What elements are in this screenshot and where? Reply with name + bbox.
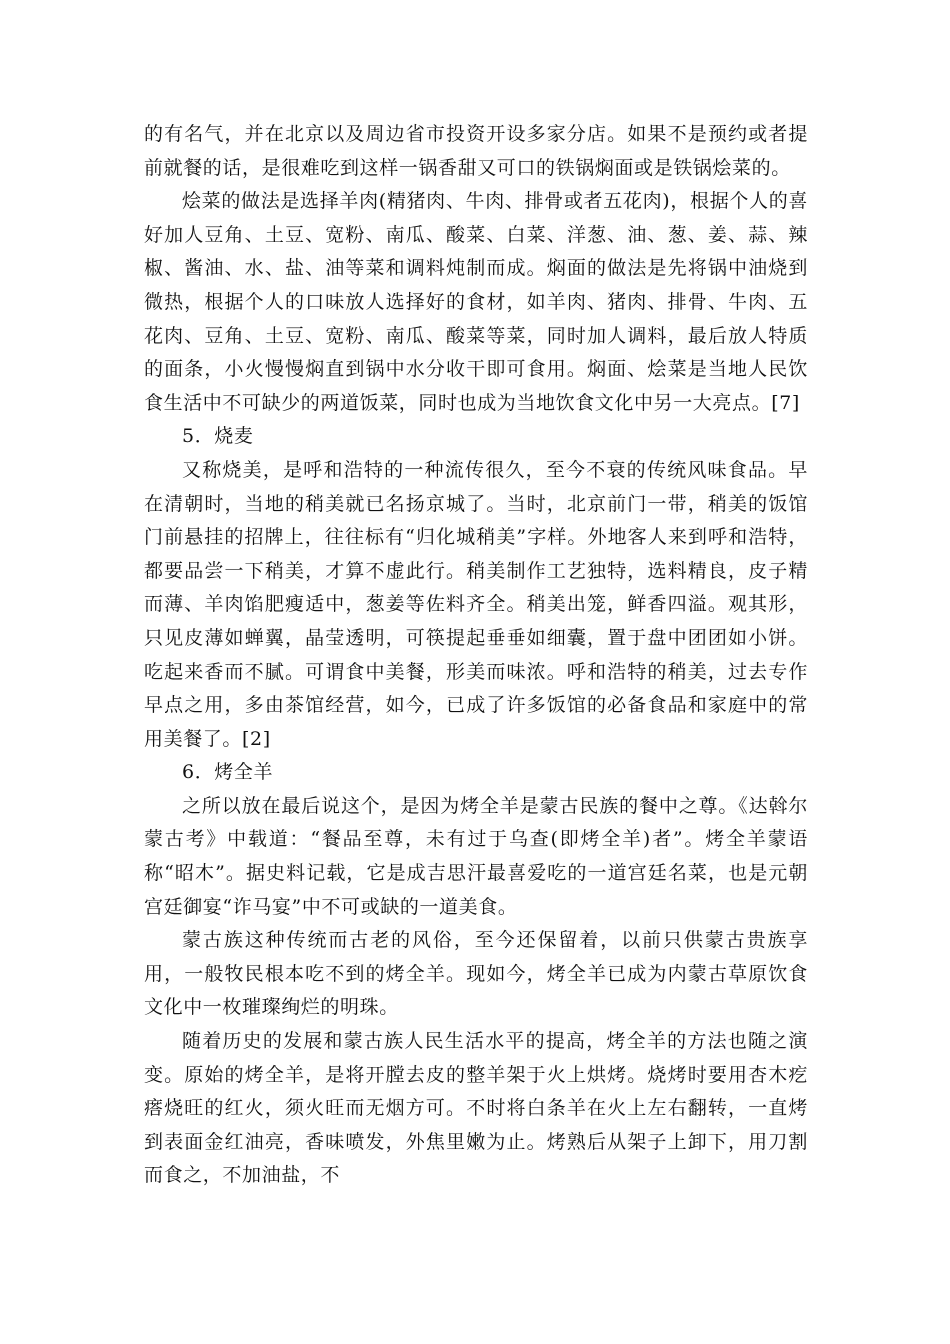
section-heading-roast-lamb: 6．烤全羊: [182, 761, 274, 784]
paragraph-shaomai: 又称烧美，是呼和浩特的一种流传很久，至今不衰的传统风味食品。早在清朝时，当地的稍美就已名扬京城了。当时，北京前门一带，稍美的饭馆门前悬挂的招牌上，往往标有“归化城稍美”字样。外地客人来到呼和浩特，都要品尝一下稍美，才算不虚此行。稍美制作工艺独特，选料精良，皮子精而薄、羊肉馅肥瘦适中，葱姜等佐料齐全。稍美出笼，鲜香四溢。观其形，只见皮薄如蝉翼，晶莹透明，可筷提起垂垂如细囊，置于盘中团团如小饼。吃起来香而不腻。可谓食中美餐，形美而味浓。呼和浩特的稍美，过去专作早点之用，多由茶馆经营，如今，已成了许多饭馆的必备食品和家庭中的常用美餐了。[2]: [144, 458, 808, 750]
paragraph-roast-lamb-method: 随着历史的发展和蒙古族人民生活水平的提高，烤全羊的方法也随之演变。原始的烤全羊，是将开膛去皮的整羊架于火上烘烤。烧烤时要用杏木疙瘩烧旺的红火，须火旺而无烟方可。不时将白条羊在火上左右翻转，一直烤到表面金红油亮，香味喷发，外焦里嫩为止。烤熟后从架子上卸下，用刀割而食之，不加油盐，不: [144, 1030, 808, 1187]
paragraph-stew-recipe: 烩菜的做法是选择羊肉(精猪肉、牛肉、排骨或者五花肉)，根据个人的喜好加人豆角、土豆、宽粉、南瓜、酸菜、白菜、洋葱、油、葱、姜、蒜、辣椒、酱油、水、盐、油等菜和调料炖制而成。焖面的做法是先将锅中油烧到微热，根据个人的口味放人选择好的食材，如羊肉、猪肉、排骨、牛肉、五花肉、豆角、土豆、宽粉、南瓜、酸菜等菜，同时加人调料，最后放人特质的面条，小火慢慢焖直到锅中水分收干即可食用。焖面、烩菜是当地人民饮食生活中不可缺少的两道饭菜，同时也成为当地饮食文化中另一大亮点。[7]: [144, 190, 808, 414]
paragraph-roast-lamb-origin: 之所以放在最后说这个，是因为烤全羊是蒙古民族的餐中之尊。《达斡尔蒙古考》中载道：“餐品至尊，未有过于乌查(即烤全羊)者”。烤全羊蒙语称“昭木”。据史料记载，它是成吉思汗最喜爱吃的一道宫廷名菜，也是元朝宫廷御宴“诈马宴”中不可或缺的一道美食。: [144, 794, 808, 918]
paragraph-roast-lamb-custom: 蒙古族这种传统而古老的风俗，至今还保留着，以前只供蒙古贵族享用，一般牧民根本吃不到的烤全羊。现如今，烤全羊已成为内蒙古草原饮食文化中一枚璀璨绚烂的明珠。: [144, 929, 808, 1019]
paragraph-intro-continued: 的有名气，并在北京以及周边省市投资开设多家分店。如果不是预约或者提前就餐的话，是很难吃到这样一锅香甜又可口的铁锅焖面或是铁锅烩菜的。: [144, 123, 808, 179]
document-page: [144, 118, 808, 1193]
section-heading-shaomai: 5．烧麦: [182, 425, 254, 448]
